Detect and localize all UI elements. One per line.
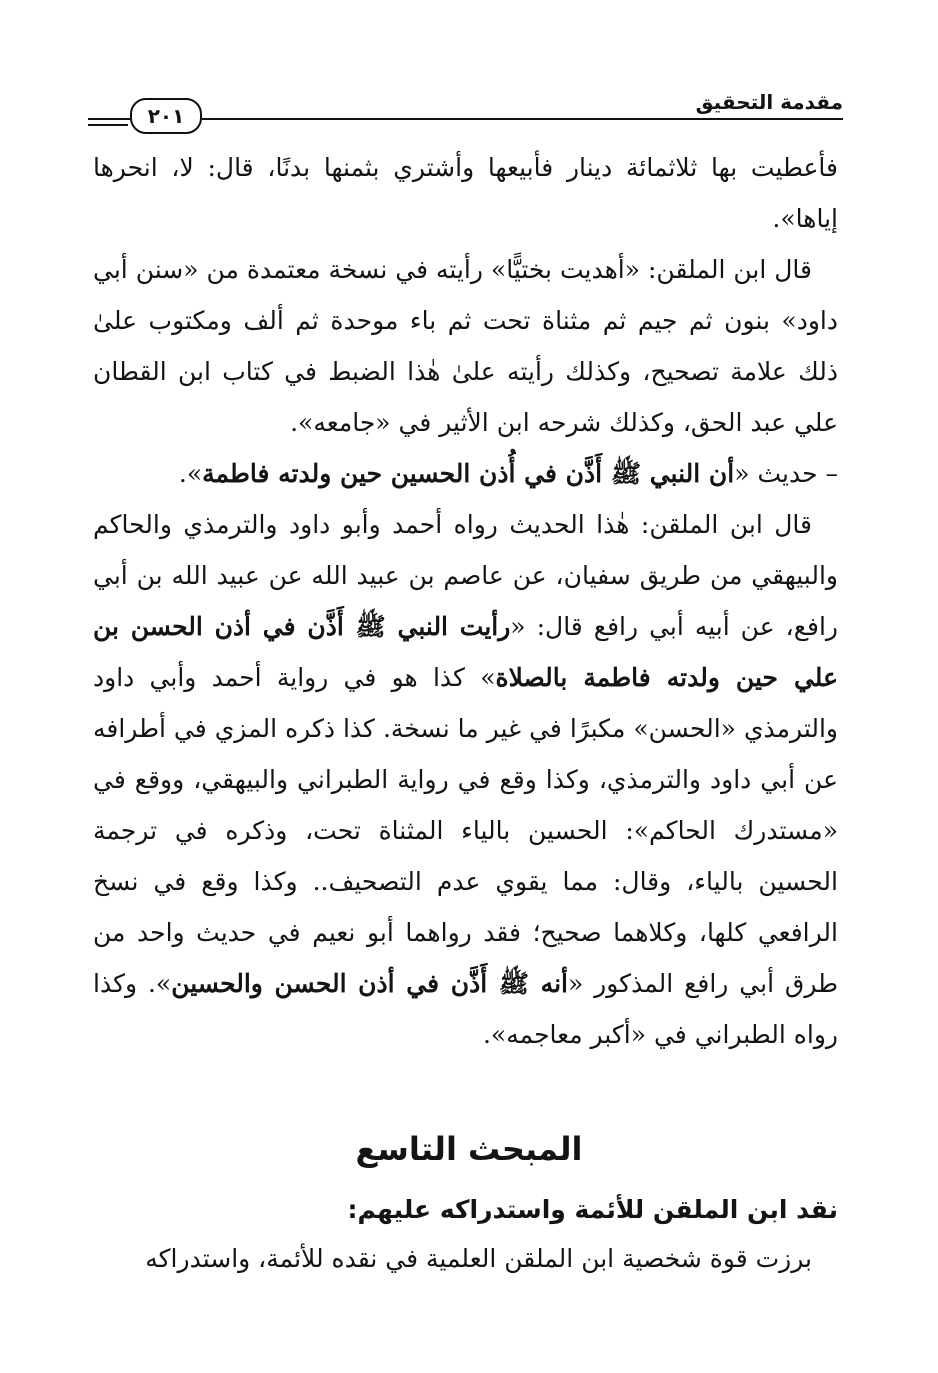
running-title: مقدمة التحقيق [695,90,843,114]
hadith-quote-3: أنه ﷺ أَذَّن في أذن الحسن والحسين [171,969,568,998]
paragraph-4-part-3: ». وكذا رواه الطبراني في «أكبر معاجمه». [93,969,838,1049]
header-rule-short [88,124,128,126]
hadith-quote-2: رأيت النبي ﷺ أَذَّن في أذن الحسن بن علي حين ولدته فاطمة بالصلاة [93,612,838,692]
paragraph-4 [93,499,838,1060]
paragraph-3-suffix: ». [178,459,203,488]
page-number: ٢٠١ [130,98,202,134]
paragraph-2: قال ابن الملقن: «أهديت بختيًّا» رأيته في نسخة معتمدة من «سنن أبي داود» بنون ثم جيم ثم مثناة تحت ثم باء موحدة ثم ألف ومكتوب علىٰ ذلك علامة تصحيح، وكذلك رأيته علىٰ هٰذا الضبط في كتاب ابن القطان علي عبد الحق، وكذلك شرحه ابن الأثير في «جامعه». [93,255,838,437]
paragraph-4-part-1: قال ابن الملقن: هٰذا الحديث رواه أحمد وأبو داود والترمذي والحاكم والبيهقي من طريق سفيان، عن عاصم بن عبيد الله عن عبيد الله بن أبي رافع، عن أبيه أبي رافع قال: « [93,510,838,641]
paragraph-3 [93,448,838,499]
section-subheading: نقد ابن الملقن للأئمة واستدراكه عليهم: [347,1195,838,1224]
paragraph-1: فأعطيت بها ثلاثمائة دينار فأبيعها وأشتري بثمنها بدنًا، قال: لا، انحرها إياها». [93,153,838,233]
page-header [88,88,843,128]
section-heading: المبحث التاسع [355,1130,583,1168]
paragraph-4-part-2: » كذا هو في رواية أحمد وأبي داود والترمذي «الحسن» مكبرًا في غير ما نسخة. كذا ذكره المزي في أطرافه عن أبي داود والترمذي، وكذا وقع في رواية الطبراني والبيهقي، ووقع في «مستدرك الحاكم»: الحسين بالياء المثناة تحت، وذكره في ترجمة الحسين بالياء، وقال: مما يقوي عدم التصحيف.. وكذا وقع في نسخ الرافعي كلها، وكلاهما صحيح؛ فقد رواهما أبو نعيم في حديث واحد من طرق أبي رافع المذكور « [93,663,839,998]
main-text [93,142,838,1060]
paragraph-3-prefix: – حديث « [734,459,838,488]
hadith-quote-1: أن النبي ﷺ أَذَّن في أُذن الحسين حين ولدته فاطمة [202,459,735,488]
section-first-line: برزت قوة شخصية ابن الملقن العلمية في نقده للأئمة، واستدراكه [145,1244,812,1273]
